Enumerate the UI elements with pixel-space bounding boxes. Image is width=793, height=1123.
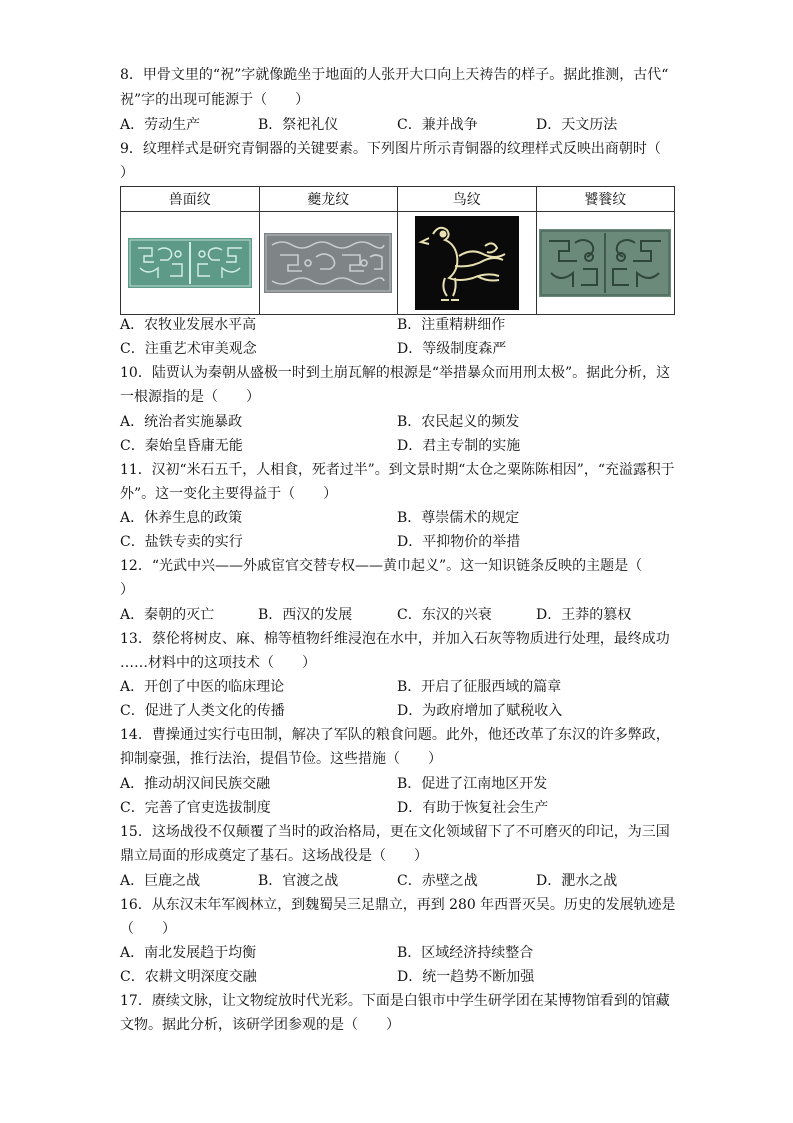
q8-option-d[interactable]: D．天文历法 bbox=[536, 117, 618, 133]
q8-option-b[interactable]: B．祭祀礼仪 bbox=[258, 117, 339, 133]
q15-stem-line1: 15．这场战役不仅颠覆了当时的政治格局，更在文化领域留下了不可磨灭的印记，为三国 bbox=[120, 824, 670, 840]
q12-option-d[interactable]: D．王莽的篡权 bbox=[536, 607, 632, 623]
q11-option-a[interactable]: A．休养生息的政策 bbox=[120, 510, 243, 526]
q13-option-c[interactable]: C．促进了人类文化的传播 bbox=[120, 703, 285, 719]
q8-option-c[interactable]: C．兼并战争 bbox=[397, 117, 478, 133]
q10-option-a[interactable]: A．统治者实施暴政 bbox=[120, 414, 243, 430]
q10-stem-line2: 一根源指的是（ ） bbox=[120, 389, 260, 405]
q9-stem-line1: 9．纹理样式是研究青铜器的关键要素。下列图片所示青铜器的纹理样式反映出商朝时（ bbox=[120, 141, 661, 157]
q16-stem-line2: （ ） bbox=[120, 921, 176, 937]
q12-option-b[interactable]: B．西汉的发展 bbox=[258, 607, 353, 623]
table-header-bird: 鸟纹 bbox=[398, 187, 537, 212]
q12-option-c[interactable]: C．东汉的兴衰 bbox=[397, 607, 492, 623]
bird-pattern-image bbox=[415, 216, 519, 310]
q17-stem-line2: 文物。据此分析，该研学团参观的是（ ） bbox=[120, 1017, 400, 1033]
q16-option-c[interactable]: C．农耕文明深度交融 bbox=[120, 969, 257, 985]
q14-option-b[interactable]: B．促进了江南地区开发 bbox=[397, 776, 548, 792]
q9-stem-line2: ） bbox=[120, 165, 134, 181]
q15-option-d[interactable]: D．淝水之战 bbox=[536, 873, 618, 889]
q15-option-c[interactable]: C．赤壁之战 bbox=[397, 873, 478, 889]
bronze-pattern-table bbox=[120, 186, 675, 315]
q17-stem-line1: 17．赓续文脉，让文物绽放时代光彩。下面是白银市中学生研学团在某博物馆看到的馆藏 bbox=[120, 993, 670, 1009]
q10-option-d[interactable]: D．君主专制的实施 bbox=[397, 438, 521, 454]
q9-option-b[interactable]: B．注重精耕细作 bbox=[397, 317, 506, 333]
q9-option-a[interactable]: A．农牧业发展水平高 bbox=[120, 317, 257, 333]
q14-stem-line2: 抑制豪强，推行法治，提倡节俭。这些措施（ ） bbox=[120, 751, 442, 767]
q12-option-a[interactable]: A．秦朝的灭亡 bbox=[120, 607, 215, 623]
q14-stem-line1: 14．曹操通过实行屯田制，解决了军队的粮食问题。此外，他还改革了东汉的许多弊政， bbox=[120, 727, 670, 743]
q12-stem-line1: 12．“光武中兴——外戚宦官交替专权——黄巾起义”。这一知识链条反映的主题是（ bbox=[120, 558, 643, 574]
q8-stem-line1: 8．甲骨文里的“祝”字就像跪坐于地面的人张开大口向上天祷告的样子。据此推测，古代“ bbox=[120, 67, 669, 83]
q13-option-d[interactable]: D．为政府增加了赋税收入 bbox=[397, 703, 563, 719]
q11-stem-line1: 11．汉初“米石五千，人相食，死者过半”。到文景时期“太仓之粟陈陈相因”，“充溢露积于 bbox=[120, 462, 675, 478]
q16-stem-line1: 16．从东汉末年军阀林立，到魏蜀吴三足鼎立，再到 280 年西晋灭吴。历史的发展轨迹是 bbox=[120, 897, 676, 913]
q14-option-c[interactable]: C．完善了官吏选拔制度 bbox=[120, 800, 271, 816]
q11-option-c[interactable]: C．盐铁专卖的实行 bbox=[120, 534, 243, 550]
q10-stem-line1: 10．陆贾认为秦朝从盛极一时到土崩瓦解的根源是“举措暴众而用刑太极”。据此分析，这 bbox=[120, 365, 671, 381]
q15-option-a[interactable]: A．巨鹿之战 bbox=[120, 873, 201, 889]
taotie-pattern-image bbox=[539, 229, 671, 297]
q13-stem-line1: 13．蔡伦将树皮、麻、棉等植物纤维浸泡在水中，并加入石灰等物质进行处理，最终成功 bbox=[120, 631, 670, 647]
q13-stem-line2: ……材料中的这项技术（ ） bbox=[120, 655, 316, 671]
q12-stem-line2: ） bbox=[120, 582, 134, 598]
beast-face-pattern-image bbox=[128, 238, 252, 288]
q10-option-b[interactable]: B．农民起义的频发 bbox=[397, 414, 520, 430]
q16-option-a[interactable]: A．南北发展趋于均衡 bbox=[120, 945, 257, 961]
q16-option-d[interactable]: D．统一趋势不断加强 bbox=[397, 969, 535, 985]
table-header-kui-dragon: 夔龙纹 bbox=[259, 187, 398, 212]
q16-option-b[interactable]: B．区域经济持续整合 bbox=[397, 945, 534, 961]
q15-stem-line2: 鼎立局面的形成奠定了基石。这场战役是（ ） bbox=[120, 848, 428, 864]
q14-option-a[interactable]: A．推动胡汉间民族交融 bbox=[120, 776, 271, 792]
table-header-taotie: 饕餮纹 bbox=[536, 187, 675, 212]
kui-dragon-pattern-image bbox=[264, 233, 392, 293]
q13-option-b[interactable]: B．开启了征服西域的篇章 bbox=[397, 679, 562, 695]
q8-stem-line2: 祝”字的出现可能源于（ ） bbox=[120, 92, 310, 108]
q9-option-d[interactable]: D．等级制度森严 bbox=[397, 341, 507, 357]
q15-option-b[interactable]: B．官渡之战 bbox=[258, 873, 339, 889]
q9-option-c[interactable]: C．注重艺术审美观念 bbox=[120, 341, 257, 357]
table-header-beast-face: 兽面纹 bbox=[121, 187, 260, 212]
q11-option-b[interactable]: B．尊崇儒术的规定 bbox=[397, 510, 520, 526]
q14-option-d[interactable]: D．有助于恢复社会生产 bbox=[397, 800, 549, 816]
q10-option-c[interactable]: C．秦始皇昏庸无能 bbox=[120, 438, 243, 454]
q13-option-a[interactable]: A．开创了中医的临床理论 bbox=[120, 679, 285, 695]
q8-option-a[interactable]: A．劳动生产 bbox=[120, 117, 201, 133]
q11-option-d[interactable]: D．平抑物价的举措 bbox=[397, 534, 521, 550]
q11-stem-line2: 外”。这一变化主要得益于（ ） bbox=[120, 486, 338, 502]
